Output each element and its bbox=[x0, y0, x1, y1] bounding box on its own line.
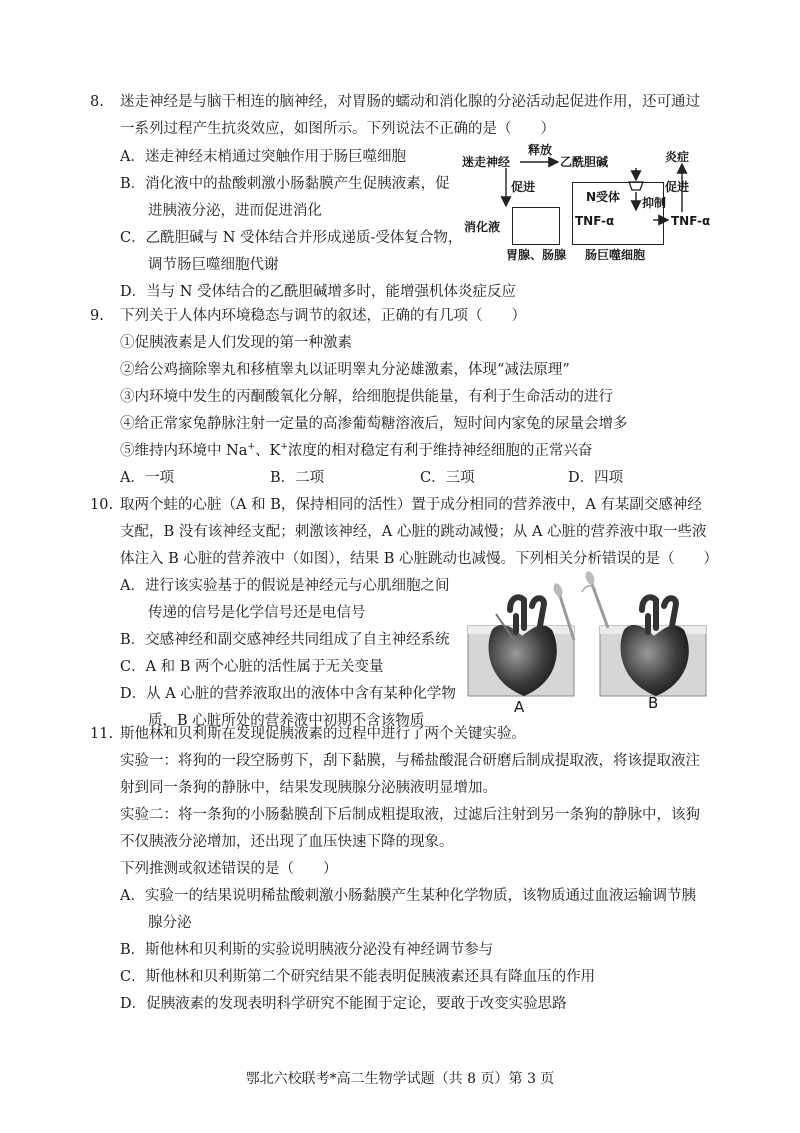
q10-option-a-line1: A．进行该实验基于的假说是神经元与心肌细胞之间 bbox=[120, 578, 450, 594]
pipette-b bbox=[592, 584, 608, 628]
q9-statement-4: ④给正常家兔静脉注射一定量的高渗葡萄糖溶液后，短时间内家兔的尿量会增多 bbox=[120, 416, 628, 432]
q8-option-c-line2: 调节肠巨噬细胞代谢 bbox=[148, 257, 279, 273]
label-release: 释放 bbox=[528, 143, 553, 157]
q8-option-d: D．当与 N 受体结合的乙酰胆碱增多时，能增强机体炎症反应 bbox=[120, 284, 517, 300]
q11-exp2-line1: 实验二：将一条狗的小肠黏膜刮下后制成粗提取液，过滤后注射到另一条狗的静脉中，该狗 bbox=[120, 807, 700, 823]
q9-s5-part-c: 浓度的相对稳定有利于维持神经细胞的正常兴奋 bbox=[287, 443, 593, 459]
q10-stem-line2: 支配，B 没有该神经支配；刺激该神经，A 心脏的跳动减慢；从 A 心脏的营养液中取一些液 bbox=[120, 524, 707, 540]
q11-exp1-line1: 实验一：将狗的一段空肠剪下，刮下黏膜，与稀盐酸混合研磨后制成提取液，将该提取液注 bbox=[120, 753, 700, 769]
q11-exp2-line2: 不仅胰液分泌增加，还出现了血压快速下降的现象。 bbox=[120, 834, 454, 850]
q9-option-d: D．四项 bbox=[568, 470, 624, 486]
q9-option-c: C．三项 bbox=[420, 470, 475, 486]
label-inflammation: 炎症 bbox=[665, 150, 690, 164]
label-gland: 胃腺、肠腺 bbox=[506, 248, 567, 262]
q11-option-a-line2: 腺分泌 bbox=[148, 915, 192, 931]
q9-option-b: B．二项 bbox=[270, 470, 325, 486]
q8-option-a: A．迷走神经末梢通过突触作用于肠巨噬细胞 bbox=[120, 149, 406, 165]
q10-option-c: C．A 和 B 两个心脏的活性属于无关变量 bbox=[120, 659, 384, 675]
q8-option-b-line1: B．消化液中的盐酸刺激小肠黏膜产生促胰液素，促 bbox=[120, 176, 450, 192]
q11-number: 11. bbox=[90, 726, 114, 742]
label-macrophage: 肠巨噬细胞 bbox=[585, 248, 646, 262]
q9-statement-2: ②给公鸡摘除睾丸和移植睾丸以证明睾丸分泌雄激素，体现“减法原理” bbox=[120, 362, 570, 378]
page-footer: 鄂北六校联考*高二生物学试题（共 8 页）第 3 页 bbox=[245, 1071, 555, 1087]
heart-label-b: B bbox=[648, 694, 659, 712]
q8-option-b-line2: 进胰液分泌，进而促进消化 bbox=[148, 203, 322, 219]
q11-stem: 斯他林和贝利斯在发现促胰液素的过程中进行了两个关键实验。 bbox=[120, 726, 526, 742]
q11-option-a-line1: A．实验一的结果说明稀盐酸刺激小肠黏膜产生某种化学物质，该物质通过血液运输调节胰 bbox=[120, 888, 696, 904]
label-n-receptor: N受体 bbox=[586, 190, 621, 204]
q11-option-d: D．促胰液素的发现表明科学研究不能囿于定论，要敢于改变实验思路 bbox=[120, 996, 567, 1012]
label-inhibit: 抑制 bbox=[642, 196, 667, 210]
q10-option-b: B．交感神经和副交感神经共同组成了自主神经系统 bbox=[120, 632, 450, 648]
q9-s5-sup-na: + bbox=[247, 442, 255, 453]
q10-option-d-line1: D．从 A 心脏的营养液取出的液体中含有某种化学物 bbox=[120, 686, 456, 702]
label-digestive-fluid: 消化液 bbox=[464, 220, 501, 234]
q9-number: 9. bbox=[90, 308, 104, 324]
q9-statement-1: ①促胰液素是人们发现的第一种激素 bbox=[120, 335, 352, 351]
heart-label-a: A bbox=[514, 698, 525, 716]
q8-option-c-line1: C．乙酰胆碱与 N 受体结合并形成递质-受体复合物， bbox=[120, 230, 463, 246]
q9-s5-part-a: ⑤维持内环境中 Na bbox=[120, 443, 248, 459]
q11-option-b: B．斯他林和贝利斯的实验说明胰液分泌没有神经调节参与 bbox=[120, 942, 494, 958]
q11-question: 下列推测或叙述错误的是（ ） bbox=[120, 861, 338, 877]
gland-box bbox=[512, 207, 560, 245]
q9-option-a: A．一项 bbox=[120, 470, 174, 486]
q8-number: 8. bbox=[90, 94, 104, 110]
q10-option-d-line2: 质，B 心脏所处的营养液中初期不含该物质 bbox=[148, 713, 425, 729]
q10-stem-line3: 体注入 B 心脏的营养液中（如图），结果 B 心脏跳动也减慢。下列相关分析错误的是（ ） bbox=[120, 551, 718, 567]
q10-number: 10. bbox=[90, 497, 114, 513]
label-promote-2: 促进 bbox=[665, 180, 690, 194]
q8-stem-line1: 迷走神经是与脑干相连的脑神经，对胃肠的蠕动和消化腺的分泌活动起促进作用，还可通过 bbox=[120, 94, 700, 110]
q9-s5-part-b: 、K bbox=[255, 443, 281, 459]
q9-statement-5 bbox=[120, 441, 592, 461]
q10-stem-line1: 取两个蛙的心脏（A 和 B，保持相同的活性）置于成分相同的营养液中，A 有某副交感神经 bbox=[120, 497, 702, 513]
label-tnf-out: TNF-α bbox=[671, 214, 711, 228]
q9-s5-sup-k: + bbox=[280, 442, 288, 453]
label-ach: 乙酰胆碱 bbox=[560, 155, 609, 169]
q10-heart-figure bbox=[462, 570, 714, 720]
q11-exp1-line2: 射到同一条狗的静脉中，结果发现胰腺分泌胰液明显增加。 bbox=[120, 780, 497, 796]
q8-diagram bbox=[460, 140, 720, 265]
q10-option-a-line2: 传递的信号是化学信号还是电信号 bbox=[148, 605, 366, 621]
q10-heart-drawing bbox=[462, 570, 714, 720]
label-promote-1: 促进 bbox=[511, 180, 536, 194]
q9-statement-3: ③内环境中发生的丙酮酸氧化分解，给细胞提供能量，有利于生命活动的进行 bbox=[120, 389, 613, 405]
label-tnf-in: TNF-α bbox=[575, 214, 615, 228]
label-vagus: 迷走神经 bbox=[462, 155, 511, 169]
q11-option-c: C．斯他林和贝利斯第二个研究结果不能表明促胰液素还具有降血压的作用 bbox=[120, 969, 596, 985]
q8-stem-line2: 一系列过程产生抗炎效应，如图所示。下列说法不正确的是（ ） bbox=[120, 121, 555, 137]
q9-stem: 下列关于人体内环境稳态与调节的叙述，正确的有几项（ ） bbox=[120, 308, 526, 324]
